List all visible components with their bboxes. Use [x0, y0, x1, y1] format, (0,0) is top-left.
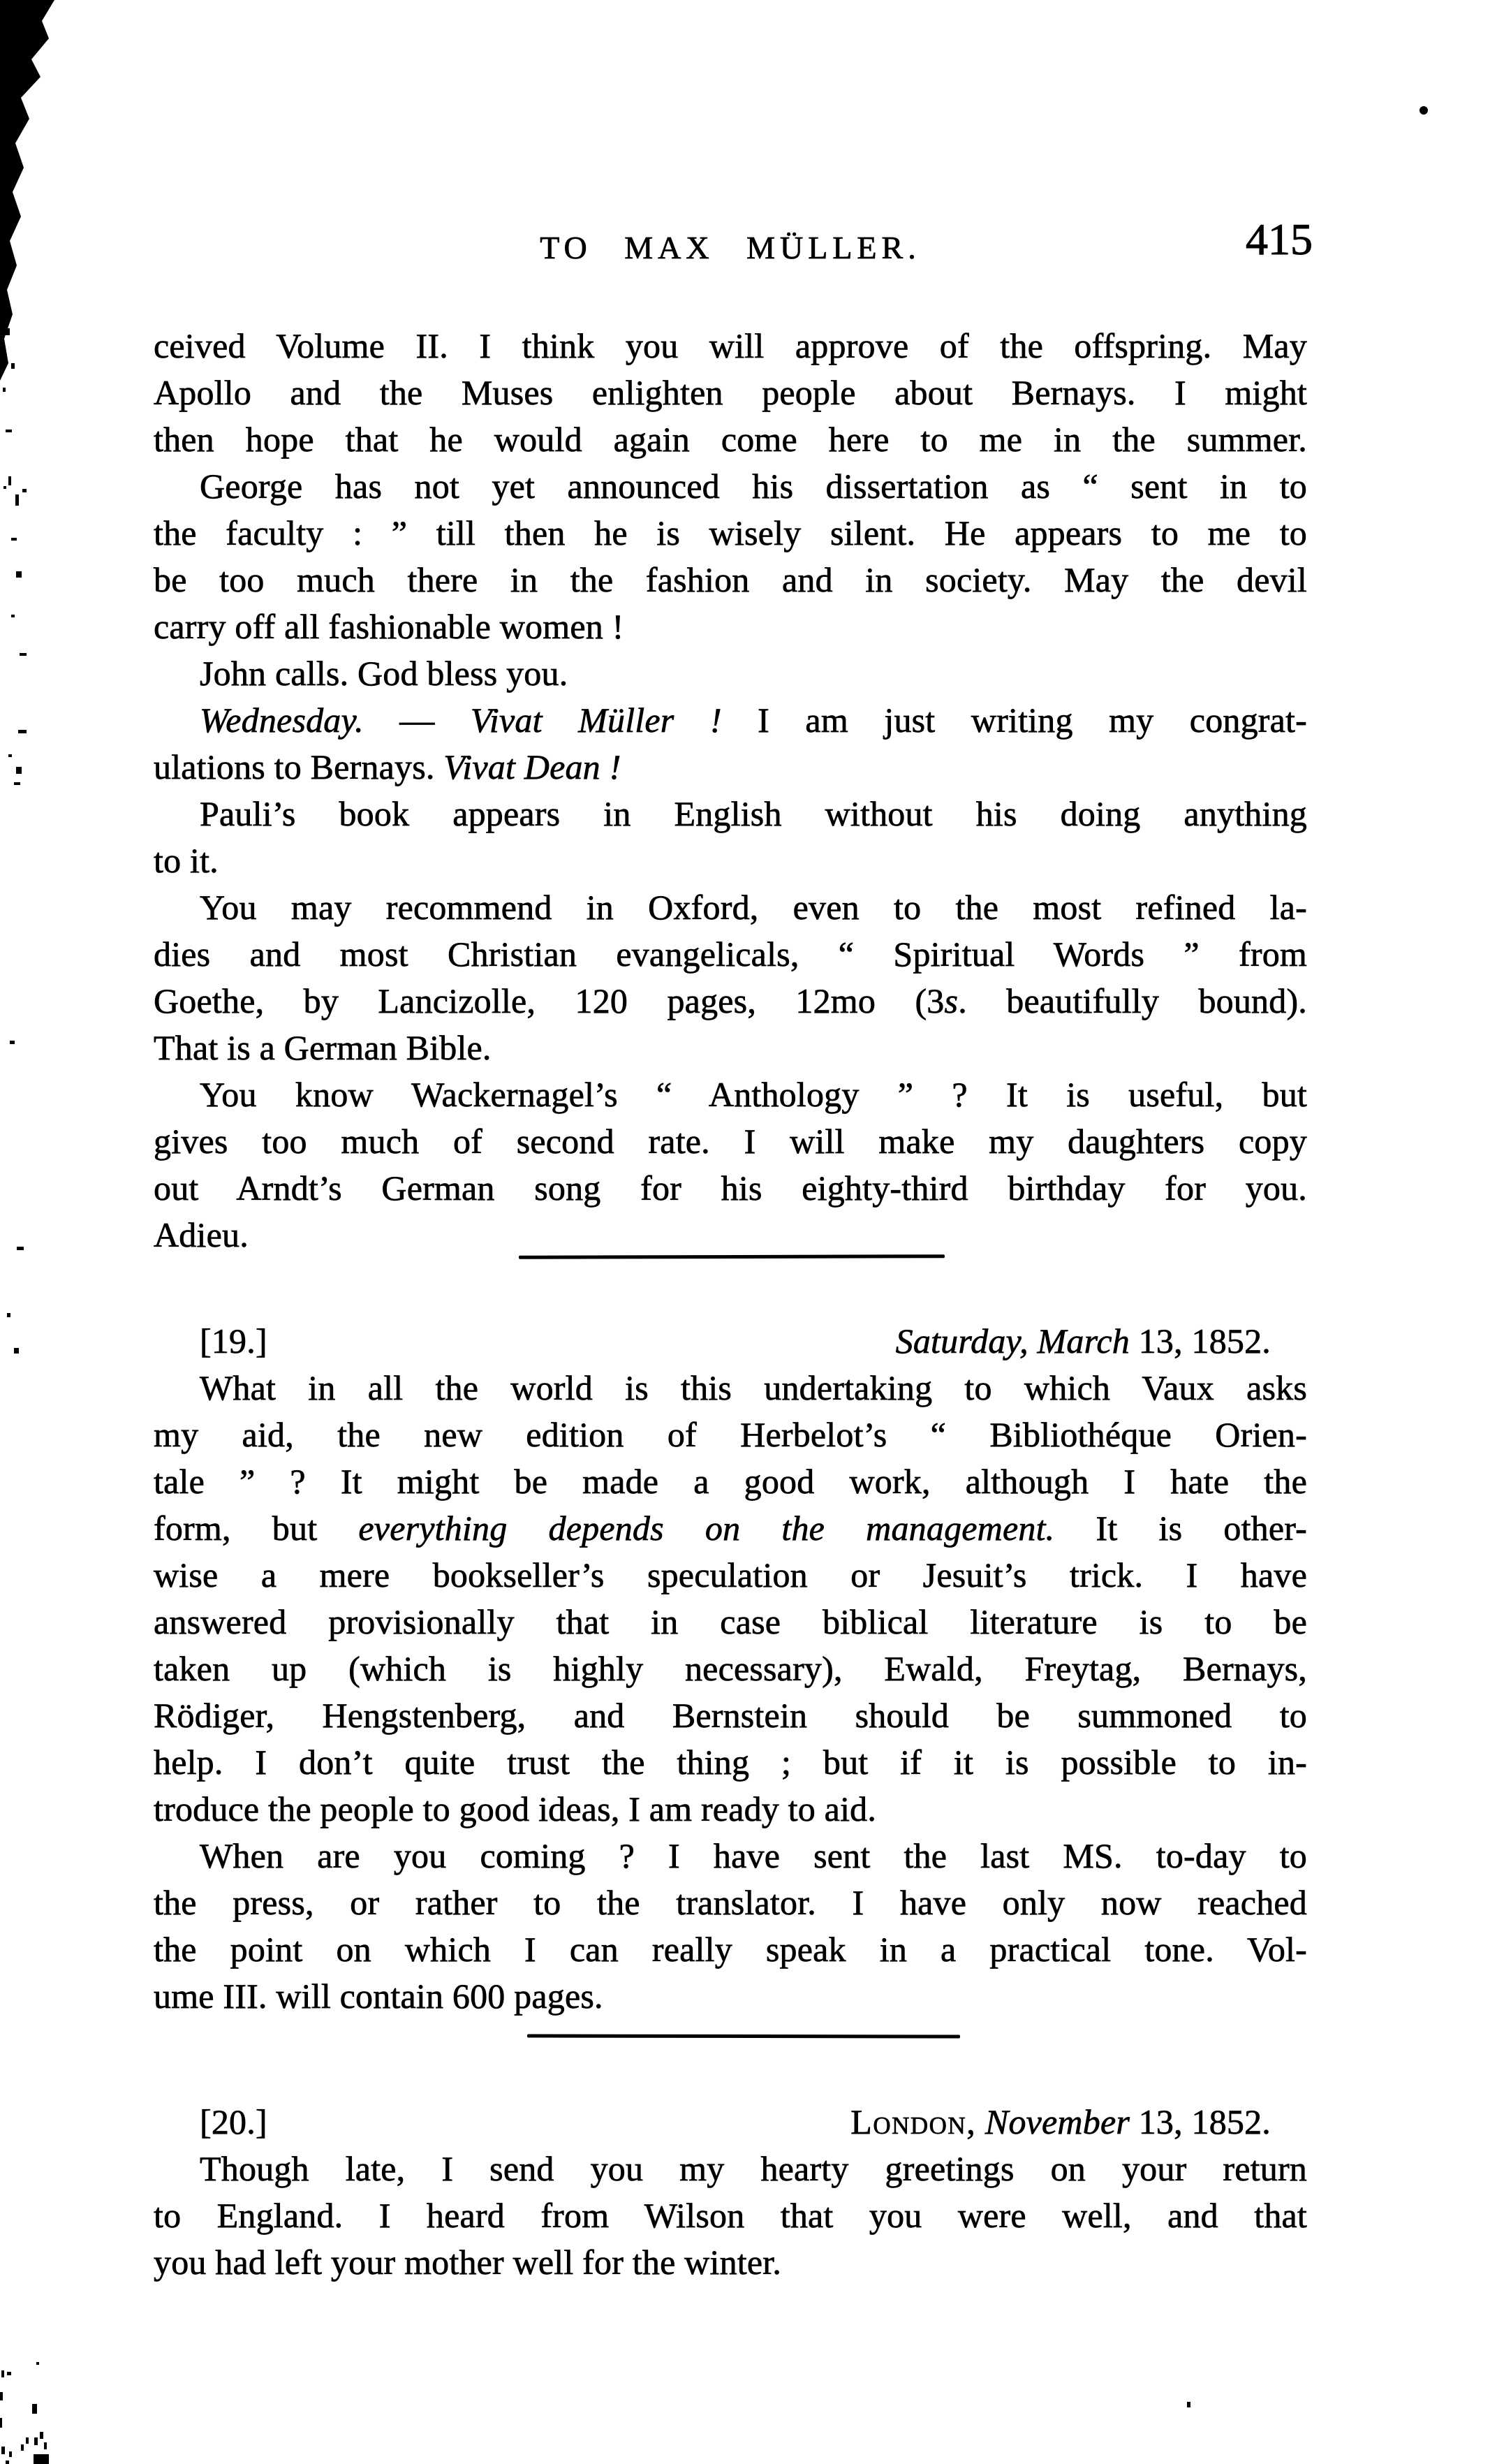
- text-segment: the point on which I can really speak in a practical tone. Vol-: [154, 1930, 1307, 1969]
- text-segment: It is other-: [1054, 1509, 1307, 1548]
- ink-speck: [17, 1247, 24, 1250]
- text-segment: When are you coming ? I have sent the last MS. to-day to: [200, 1836, 1307, 1875]
- letter-number: [20.]: [200, 2102, 267, 2141]
- ink-speck: [7, 1313, 10, 1317]
- text-line: [154, 650, 1307, 697]
- text-line: [154, 369, 1307, 416]
- section-divider: [527, 2034, 960, 2038]
- text-segment: my aid, the new edition of Herbelot’s “ Bibliothéque Orien-: [154, 1415, 1307, 1454]
- text-segment: ume III. will contain 600 pages.: [154, 1977, 603, 2016]
- text-segment: Though late, I send you my hearty greetings on your return: [200, 2149, 1307, 2188]
- text-segment: 13, 1852.: [1130, 2102, 1271, 2141]
- text-segment: taken up (which is highly necessary), Ewald, Freytag, Bernays,: [154, 1649, 1307, 1688]
- text-line: [154, 1025, 1307, 1071]
- text-segment: John calls. God bless you.: [200, 654, 568, 693]
- ink-speck: [18, 730, 27, 733]
- ink-speck: [8, 754, 12, 757]
- text-segment: Adieu.: [154, 1215, 249, 1254]
- text-segment: That is a German Bible.: [154, 1028, 492, 1067]
- text-line: [154, 1786, 1307, 1833]
- letter-20: [154, 2099, 1307, 2286]
- ink-speck: [34, 2454, 49, 2464]
- text-segment: answered provisionally that in case biblical literature is to be: [154, 1602, 1307, 1641]
- text-line: [154, 978, 1307, 1025]
- letter-body: [154, 323, 1307, 1259]
- text-line: [154, 557, 1307, 603]
- text-line: [154, 2239, 1307, 2286]
- text-segment: form, but: [154, 1509, 359, 1548]
- text-segment: London,: [850, 2102, 977, 2141]
- text-line: [154, 323, 1307, 369]
- ink-speck: [11, 615, 15, 617]
- text-line: [154, 1212, 1307, 1259]
- letter-date: [850, 2099, 1307, 2146]
- ink-speck: [9, 2451, 12, 2457]
- text-line: [154, 837, 1307, 884]
- letter-body: [154, 1365, 1307, 2020]
- ink-speck: [26, 2437, 29, 2444]
- text-segment: Vivat Müller !: [470, 701, 722, 740]
- ink-speck: [8, 476, 11, 485]
- ink-speck: [16, 571, 22, 578]
- text-segment: Pauli’s book appears in English without his doing anything: [200, 794, 1307, 833]
- text-segment: ceived Volume II. I think you will approve of the offspring. May: [154, 326, 1307, 365]
- text-segment: out Arndt’s German song for his eighty-third birthday for you.: [154, 1168, 1307, 1208]
- text-line: [154, 931, 1307, 978]
- text-line: [154, 1926, 1307, 1973]
- text-line: [154, 416, 1307, 463]
- ink-speck: [16, 767, 22, 774]
- text-segment: ulations to Bernays.: [154, 747, 444, 786]
- text-segment: I am just writing my congrat-: [721, 701, 1307, 740]
- text-line: [154, 1458, 1307, 1505]
- letter-body: [154, 2146, 1307, 2286]
- text-segment: to it.: [154, 841, 219, 880]
- letter-18-continuation: [154, 323, 1307, 1259]
- text-line: [154, 1599, 1307, 1645]
- ink-speck: [14, 782, 20, 785]
- text-segment: dies and most Christian evangelicals, “ Spiritual Words ” from: [154, 934, 1307, 974]
- text-line: [154, 1833, 1307, 1879]
- letter-number: [19.]: [200, 1321, 267, 1361]
- text-segment: Wednesday.: [200, 701, 364, 740]
- letter-heading: [154, 2099, 1307, 2146]
- text-segment: . beautifully bound).: [958, 981, 1307, 1020]
- ink-speck: [0, 2418, 2, 2428]
- text-segment: everything depends on the management.: [358, 1509, 1055, 1548]
- text-line: [154, 1973, 1307, 2020]
- text-line: [154, 744, 1307, 791]
- text-segment: Goethe, by Lancizolle, 120 pages, 12mo (3: [154, 981, 945, 1020]
- ink-speck: [1, 2447, 5, 2454]
- text-segment: 13, 1852.: [1130, 1321, 1271, 1361]
- ink-speck: [0, 2392, 3, 2400]
- text-segment: What in all the world is this undertaking to which Vaux asks: [200, 1368, 1307, 1407]
- text-segment: then hope that he would again come here to me in the summer.: [154, 420, 1307, 459]
- text-segment: the faculty : ” till then he is wisely silent. He appears to me to: [154, 513, 1307, 552]
- ink-speck: [11, 538, 17, 541]
- text-line: [154, 1879, 1307, 1926]
- text-line: [154, 603, 1307, 650]
- running-header-title: TO MAX MÜLLER.: [540, 230, 921, 265]
- text-segment: troduce the people to good ideas, I am ready to aid.: [154, 1789, 877, 1828]
- text-line: [154, 697, 1307, 744]
- running-header: [154, 214, 1313, 282]
- ink-speck: [36, 2362, 39, 2365]
- ink-speck: [22, 489, 27, 492]
- text-segment: November: [976, 2102, 1130, 2141]
- text-segment: the press, or rather to the translator. I have only now reached: [154, 1883, 1307, 1922]
- text-line: [154, 1552, 1307, 1599]
- ink-speck: [44, 2442, 47, 2449]
- text-segment: you had left your mother well for the winter.: [154, 2243, 782, 2282]
- ink-speck: [20, 653, 27, 656]
- letter-date: [896, 1318, 1307, 1365]
- ink-speck: [34, 2437, 38, 2445]
- ink-speck: [10, 1041, 15, 1044]
- text-segment: carry off all fashionable women !: [154, 607, 624, 646]
- text-line: [154, 510, 1307, 557]
- ink-speck: [1419, 106, 1428, 115]
- text-segment: s: [944, 981, 959, 1020]
- text-segment: Rödiger, Hengstenberg, and Bernstein should be summoned to: [154, 1696, 1307, 1735]
- text-segment: Saturday, March: [895, 1321, 1130, 1361]
- ink-speck: [1187, 2402, 1190, 2407]
- ink-speck: [7, 2372, 11, 2375]
- text-line: [154, 1165, 1307, 1212]
- text-line: [154, 2146, 1307, 2192]
- text-line: [154, 463, 1307, 510]
- text-segment: Apollo and the Muses enlighten people about Bernays. I might: [154, 373, 1307, 412]
- letter-heading: [154, 1318, 1307, 1365]
- text-line: [154, 2192, 1307, 2239]
- text-line: [154, 791, 1307, 837]
- text-line: [154, 1645, 1307, 1692]
- text-line: [154, 1365, 1307, 1411]
- text-line: [154, 1739, 1307, 1786]
- text-line: [154, 884, 1307, 931]
- ink-speck: [6, 430, 12, 432]
- text-segment: You may recommend in Oxford, even to the most refined la-: [200, 888, 1307, 927]
- ink-speck: [14, 1348, 19, 1354]
- text-segment: gives too much of second rate. I will make my daughters copy: [154, 1122, 1307, 1161]
- text-segment: Vivat Dean !: [443, 747, 621, 786]
- ink-smudge-top-left: [0, 0, 84, 395]
- ink-speck: [32, 2404, 37, 2414]
- ink-speck: [3, 486, 6, 489]
- text-segment: —: [363, 701, 471, 740]
- text-line: [154, 1692, 1307, 1739]
- letter-19: [154, 1318, 1307, 2020]
- text-segment: tale ” ? It might be made a good work, although I hate the: [154, 1462, 1307, 1501]
- text-segment: George has not yet announced his dissertation as “ sent in to: [200, 467, 1307, 506]
- text-segment: wise a mere bookseller’s speculation or Jesuit’s trick. I have: [154, 1555, 1307, 1594]
- ink-speck: [15, 494, 19, 506]
- ink-speck: [6, 2461, 9, 2464]
- text-segment: help. I don’t quite trust the thing ; but if it is possible to in-: [154, 1743, 1307, 1782]
- ink-speck: [40, 2432, 43, 2439]
- text-segment: be too much there in the fashion and in society. May the devil: [154, 560, 1307, 599]
- text-segment: You know Wackernagel’s “ Anthology ” ? It is useful, but: [200, 1075, 1307, 1114]
- text-line: [154, 1071, 1307, 1118]
- text-line: [154, 1505, 1307, 1552]
- ink-speck: [21, 2444, 24, 2451]
- text-line: [154, 1411, 1307, 1458]
- page-number: 415: [1246, 214, 1313, 264]
- ink-speck: [1, 2370, 4, 2377]
- text-segment: to England. I heard from Wilson that you were well, and that: [154, 2196, 1307, 2235]
- text-line: [154, 1118, 1307, 1165]
